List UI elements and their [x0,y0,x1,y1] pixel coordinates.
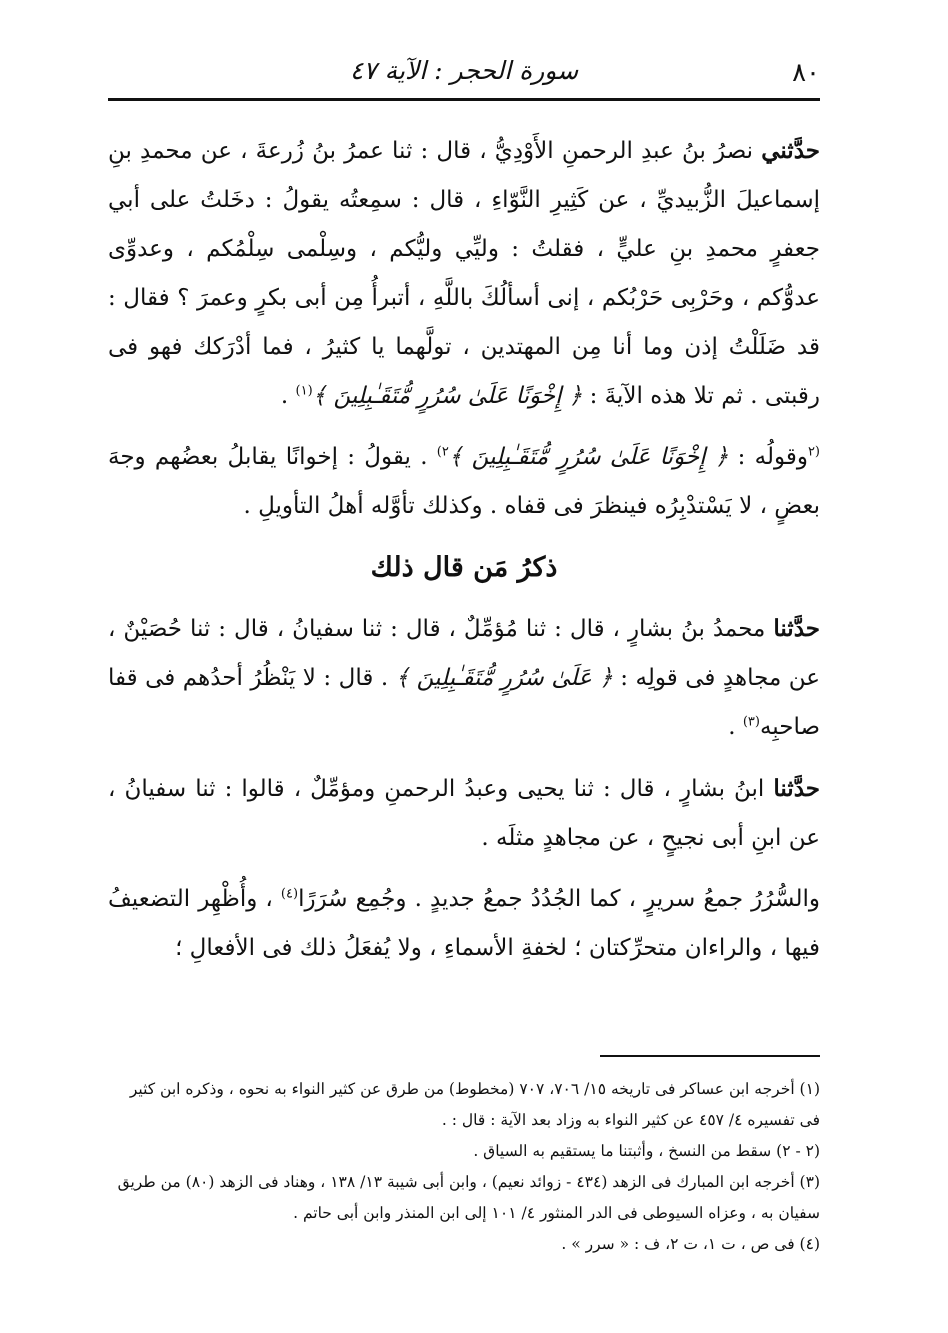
page-number: ٨٠ [792,58,820,88]
paragraph-text: ، وأُظْهِر التضعيفُ فيها ، والراءان متحرِّكتان ؛ لخفةِ الأسماءِ ، ولا يُفعَلُ ذلك فى الأفعالِ ؛ [108,886,820,961]
paragraph-text: . يقولُ : إخوانًا يقابلُ بعضُهم وجهَ بعضٍ ، لا يَسْتدْبِرُه فينظرَ فى قفاه . وكذلك تأوَّله أهلُ التأويلِ . [108,444,820,519]
quran-verse: ﴿ إِخْوَنًا عَلَىٰ سُرُرٍ مُّتَقَـٰبِلِينَ ﴾ [312,383,583,409]
paragraph-lead: حدَّثني [761,137,820,164]
paragraph-text: نصرُ بنُ عبدِ الرحمنِ الأَوْدِيُّ ، قال : ثنا عمرُ بنُ زُرعةَ ، عن محمدِ بنِ إسماعيلَ الزُّبيديِّ ، عن كَثِيرِ النَّوّاءِ ، قال : سمِعتُه يقولُ : دخَلتُ على أبي جعفرٍ محمدِ بنِ عليٍّ ، فقلتُ : وليِّي وليُّكم ، وسِلْمى سِلْمُكم ، وعدوِّى عدوُّكم ، وحَرْبِى حَرْبُكم ، إنى أسألُكَ باللَّهِ ، أتبرأُ مِن أبى بكرٍ وعمرَ ؟ فقال : قد ضَلَلْتُ إذن وما أنا مِن المهتدين ، تولَّهما يا كثيرُ ، فما أدْرَكك فهو فى رقبتى . ثم تلا هذه الآيةَ : [108,138,820,409]
paragraph-3 [108,604,820,752]
header-rule [108,98,820,101]
footnote-4: (٤) فى ص ، ت ١، ت ٢، ف : « سرر » . [561,1235,820,1253]
paragraph-lead: حدَّثنا [773,775,820,802]
paragraph-text: وقولُه : [728,444,808,470]
running-title: سورة الحجر : الآية ٤٧ [349,56,579,85]
footnote-ref: (٤) [280,886,299,902]
main-text [108,126,820,985]
footnote-ref: (١) [295,383,313,399]
paragraph-text: ابنُ بشارٍ ، قال : ثنا يحيى وعبدُ الرحمنِ ومؤمِّلٌ ، قالوا : ثنا سفيانُ ، عن ابنِ أبى نجيحٍ ، عن مجاهدٍ مثلَه . [108,776,820,851]
footnote-ref: (٣) [742,714,760,730]
paragraph-text: محمدُ بنُ بشارٍ ، قال : ثنا مُؤمِّلٌ ، قال : ثنا سفيانُ ، قال : ثنا حُصَيْنٌ ، عن مجاهدٍ فى قولِه : [108,616,820,691]
paragraph-2 [108,433,820,531]
paragraph-5 [108,875,820,973]
paragraph-text: . قال : لا يَنْظُرُ أحدُهم فى قفا صاحبِه [108,665,820,740]
footnote-2: (٢ - ٢) سقط من النسخ ، وأثبتنا ما يستقيم به السياق . [473,1142,820,1160]
paragraph-end: . [728,714,743,740]
footnote-rule [600,1055,820,1057]
footnote-ref: (٢ [807,444,820,460]
paragraph-1 [108,126,820,421]
footnote-ref: ٢) [436,444,449,460]
quran-verse: ﴿ إِخْوَنًا عَلَىٰ سُرُرٍ مُّتَقَـٰبِلِينَ ﴾ [448,444,729,470]
section-title: ذكرُ مَن قال ذلك [370,552,558,583]
quran-verse: ﴿ عَلَىٰ سُرُرٍ مُّتَقَـٰبِلِينَ ﴾ [395,665,613,691]
footnote-1: (١) أخرجه ابن عساكر فى تاريخه ١٥/ ٧٠٦، ٧٠٧ (مخطوط) من طرق عن كثير النواء به نحوه ، وذكره ابن كثير فى تفسيره ٤/ ٤٥٧ عن كثير النواء به وزاد بعد الآية : قال : . [129,1080,820,1129]
paragraph-lead: حدَّثنا [773,615,820,642]
footnote-3: (٣) أخرجه ابن المبارك فى الزهد (٤٣٤ - زوائد نعيم) ، وابن أبى شيبة ١٣/ ١٣٨ ، وهناد فى الزهد (٨٠) من طريق سفيان به ، وعزاه السيوطى فى الدر المنثور ٤/ ١٠١ إلى ابن المنذر وابن أبى حاتم . [117,1173,820,1222]
paragraph-4 [108,764,820,863]
footnotes [108,1074,820,1260]
page-header [108,52,820,96]
paragraph-end: . [280,383,296,409]
paragraph-text: والسُّرُرُ جمعُ سريرٍ ، كما الجُدُدُ جمعُ جديدٍ . وجُمِع سُرَرًا [298,886,820,912]
